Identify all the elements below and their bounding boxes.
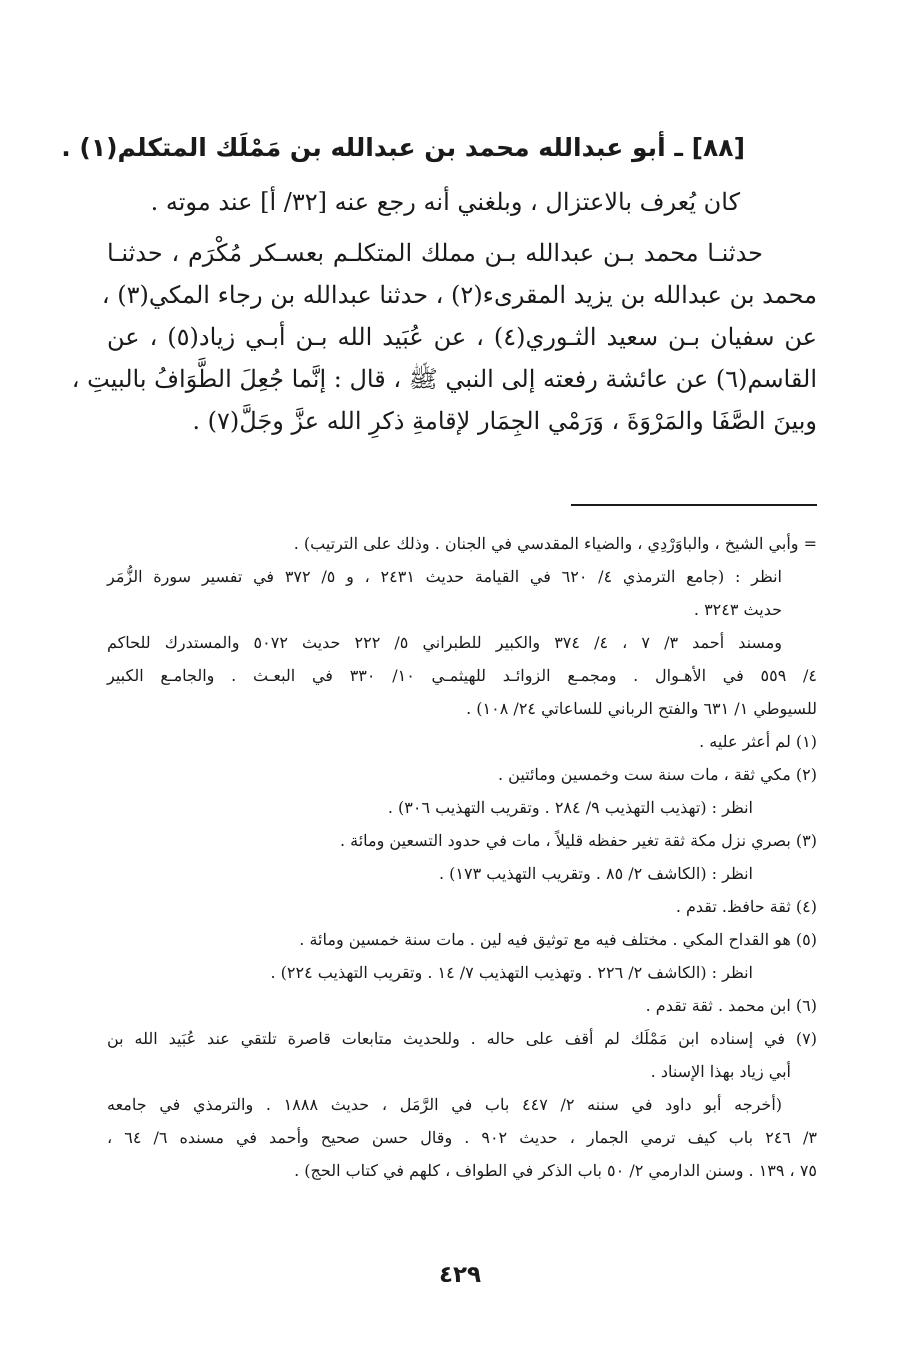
hadith-paragraph: [71, 232, 817, 442]
footnote-2-reference: انظر : (تهذيب التهذيب ٩/ ٢٨٤ . وتقريب التهذيب ٣٠٦) .: [387, 798, 753, 817]
footnote-5-reference: انظر : (الكاشف ٢/ ٢٢٦ . وتهذيب التهذيب ٧/ ١٤ . وتقريب التهذيب ٢٢٤) .: [270, 963, 753, 982]
footnote-continuation-line: ٤/ ٥٥٩ في الأهـوال . ومجمـع الزوائـد للهيثمـي ١٠/ ٣٣٠ في البعـث . والجامـع الكبير: [107, 666, 818, 685]
footnote-5: (٥) هو القداح المكي . مختلف فيه مع توثيق فيه لين . مات سنة خمسين ومائة .: [299, 930, 817, 949]
footnote-6: (٦) ابن محمد . ثقة تقدم .: [645, 996, 817, 1015]
footnote-7-reference: ٧٥ ، ١٣٩ . وسنن الدارمي ٢/ ٥٠ باب الذكر في الطواف ، كلهم في كتاب الحج) .: [294, 1161, 817, 1180]
footnote-7-continuation: أبي زياد بهذا الإسناد .: [650, 1062, 791, 1081]
entry-heading: [٨٨] ـ أبو عبدالله محمد بن عبدالله بن مَمْلَك المتكلم(١) .: [61, 133, 745, 162]
footnote-continuation-line: ومسند أحمد ٣/ ٧ ، ٤/ ٣٧٤ والكبير للطبراني ٥/ ٢٢٢ حديث ٥٠٧٢ والمستدرك للحاكم: [107, 633, 783, 652]
footnote-3: (٣) بصري نزل مكة ثقة تغير حفظه قليلاً ، مات في حدود التسعين ومائة .: [339, 831, 817, 850]
hadith-line: محمد بن عبدالله بن يزيد المقرىء(٢) ، حدثنا عبدالله بن رجاء المكي(٣) ،: [101, 281, 817, 309]
footnote-separator: [571, 504, 817, 506]
hadith-line: عن سفيان بـن سعيد الثـوري(٤) ، عن عُبَيد الله بـن أبـي زياد(٥) ، عن: [107, 323, 817, 351]
hadith-line: حدثنـا محمد بـن عبدالله بـن مملك المتكلـم بعسـكر مُكْرَم ، حدثنـا: [107, 239, 763, 267]
footnote-continuation-line: حديث ٣٢٤٣ .: [693, 600, 782, 619]
hadith-line: وبينَ الصَّفَا والمَرْوَةَ ، وَرَمْي الجِمَار لإقامةِ ذكرِ الله عزَّ وجَلَّ(٧) .: [192, 407, 817, 435]
footnote-continuation-line: انظر : (جامع الترمذي ٤/ ٦٢٠ في القيامة حديث ٢٤٣١ ، و ٥/ ٣٧٢ في تفسير سورة الزُّمَر: [107, 567, 783, 586]
entry-subtitle: كان يُعرف بالاعتزال ، وبلغني أنه رجع عنه [٣٢/ أ] عند موته .: [150, 188, 740, 216]
footnote-7-reference: (أخرجه أبو داود في سننه ٢/ ٤٤٧ باب في الرَّمَل ، حديث ١٨٨٨ . والترمذي في جامعه: [107, 1095, 783, 1114]
footnote-continuation-line: للسيوطي ١/ ٦٣١ والفتح الرباني للساعاتي ٢٤/ ١٠٨) .: [466, 699, 817, 718]
footnote-1: (١) لم أعثر عليه .: [699, 732, 817, 751]
footnote-4: (٤) ثقة حافظ. تقدم .: [675, 897, 817, 916]
footnotes: [107, 527, 817, 1187]
footnote-7: (٧) في إسناده ابن مَمْلَك لم أقف على حاله . وللحديث متابعات قاصرة تلتقي عند عُبَيد الله بن: [107, 1029, 817, 1048]
hadith-line: القاسم(٦) عن عائشة رفعته إلى النبي ﷺ ، قال : إنَّما جُعِلَ الطَّوَافُ بالبيتِ ،: [71, 365, 817, 393]
page-number: ٤٢٩: [438, 1262, 482, 1288]
footnote-continuation-line: = وأبي الشيخ ، والباوَرْدِي ، والضياء المقدسي في الجنان . وذلك على الترتيب) .: [293, 534, 817, 553]
footnote-2: (٢) مكي ثقة ، مات سنة ست وخمسين ومائتين .: [497, 765, 817, 784]
footnote-7-reference: ٣/ ٢٤٦ باب كيف ترمي الجمار ، حديث ٩٠٢ . وقال حسن صحيح وأحمد في مسنده ٦/ ٦٤ ،: [107, 1128, 818, 1147]
footnote-3-reference: انظر : (الكاشف ٢/ ٨٥ . وتقريب التهذيب ١٧٣) .: [439, 864, 753, 883]
